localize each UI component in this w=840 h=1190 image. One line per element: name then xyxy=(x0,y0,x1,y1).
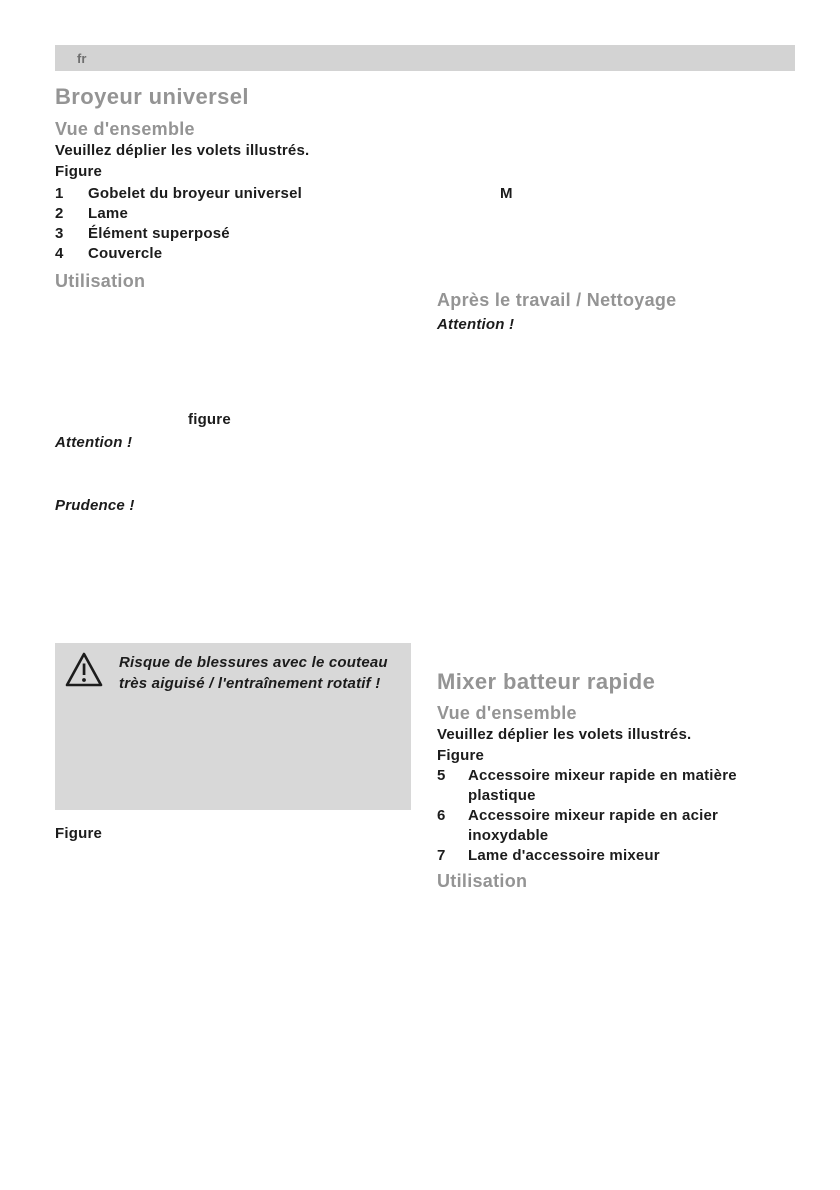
item-number: 6 xyxy=(437,807,446,824)
item-number: 2 xyxy=(55,205,64,222)
figure-label-left-2: Figure xyxy=(55,825,103,842)
item-text: Lame d'accessoire mixeur xyxy=(468,847,660,864)
language-label: fr xyxy=(77,50,87,66)
list-item xyxy=(55,204,408,224)
item-number: 7 xyxy=(437,847,446,864)
heading-apres-le-travail: Après le travail / Nettoyage xyxy=(437,290,677,310)
item-number: 1 xyxy=(55,185,64,202)
warning-box xyxy=(55,643,411,810)
heading-utilisation-left: Utilisation xyxy=(55,271,146,291)
section-title-mixer: Mixer batteur rapide xyxy=(437,669,656,694)
item-text: Accessoire mixeur rapide en matière plastique xyxy=(468,767,737,804)
overview-intro-right: Veuillez déplier les volets illustrés. xyxy=(437,726,692,743)
item-text: Élément superposé xyxy=(88,225,230,242)
attention-label-left: Attention ! xyxy=(55,434,133,451)
item-number: 5 xyxy=(437,767,446,784)
attention-label-right: Attention ! xyxy=(437,316,515,333)
list-item xyxy=(437,846,768,866)
item-text: Accessoire mixeur rapide en acier inoxydable xyxy=(468,807,719,844)
figure-label-left: Figure xyxy=(55,163,103,180)
list-item xyxy=(55,224,408,244)
item-text: Couvercle xyxy=(88,245,163,262)
overview-intro-left: Veuillez déplier les volets illustrés. xyxy=(55,142,310,159)
list-item xyxy=(437,806,768,846)
heading-utilisation-right: Utilisation xyxy=(437,871,528,891)
heading-vue-densemble-left: Vue d'ensemble xyxy=(55,119,195,139)
parts-list-right xyxy=(437,766,768,866)
speed-setting-label: M xyxy=(500,185,513,202)
item-number: 4 xyxy=(55,245,64,262)
language-header-bar xyxy=(55,45,795,71)
item-number: 3 xyxy=(55,225,64,242)
item-text: Gobelet du broyeur universel xyxy=(88,185,302,202)
list-item xyxy=(55,184,408,204)
heading-vue-densemble-right: Vue d'ensemble xyxy=(437,703,577,723)
list-item xyxy=(437,766,768,806)
figure-inline-reference: figure xyxy=(188,411,231,428)
parts-list-left xyxy=(55,184,408,264)
list-item xyxy=(55,244,408,264)
warning-triangle-icon xyxy=(65,651,103,694)
prudence-label: Prudence ! xyxy=(55,497,135,514)
section-title-broyeur: Broyeur universel xyxy=(55,84,249,109)
warning-text: Risque de blessures avec le couteau très aiguisé / l'entraînement rotatif ! xyxy=(119,654,388,692)
item-text: Lame xyxy=(88,205,128,222)
figure-label-right: Figure xyxy=(437,747,485,764)
